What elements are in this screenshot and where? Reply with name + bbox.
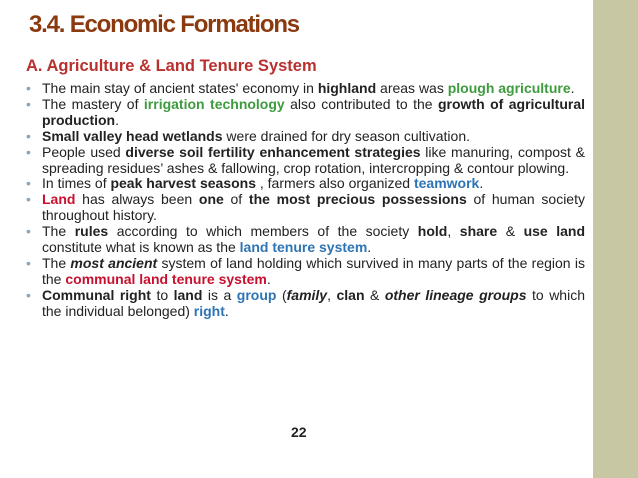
bullet-text-segment: of human society throughout history. [42,191,585,224]
bullet-text-segment: . [367,239,372,256]
bullet-text-segment: The main stay of ancient states' economy in [42,80,318,96]
bullet-text-segment: is a [202,286,237,303]
bullet-text-segment: . [570,80,575,96]
bullet-text-segment: . [115,111,119,128]
section-subtitle: A. Agriculture & Land Tenure System [26,57,317,75]
bullet-item [26,97,585,129]
bullet-text-segment: hold [417,223,448,240]
page-number: 22 [291,424,307,440]
bullet-text-segment: irrigation technology [143,95,285,112]
bullet-text-segment: right [193,302,225,319]
bullet-text-segment: Land [42,191,76,208]
bullet-text-segment: growth of agricultural production [42,95,585,128]
bullet-text-segment: were drained for dry season cultivation. [222,127,470,144]
bullet-item [26,256,585,288]
bullet-text-segment: also contributed to the [284,95,438,112]
bullet-text-segment: land [173,286,203,303]
bullet-item [26,224,585,256]
bullet-item [26,81,585,97]
bullet-text-segment: the most precious possessions [248,191,467,208]
bullet-text-segment: Small valley head wetlands [42,127,223,144]
bullet-text-segment: most ancient [70,254,158,271]
bullet-text-segment: . [479,175,484,192]
bullet-text-segment: . [266,270,271,287]
bullet-text-segment: areas was [376,80,448,96]
bullet-text-segment: land tenure system [239,239,368,256]
bullet-text-segment: one [198,191,224,208]
bullet-text-segment: peak harvest seasons [110,175,256,192]
bullet-text-segment: other lineage groups [384,286,527,303]
bullet-text-segment: of [223,191,249,208]
bullet-text-segment: constitute what is known as the [42,239,240,256]
bullet-text-segment: according to which members of the society [108,223,418,240]
bullet-text-segment: Communal right [42,286,151,303]
slide-title: 3.4. Economic Formations [29,11,299,38]
bullet-item [26,288,585,320]
bullet-text-segment: teamwork [413,175,480,192]
bullet-text-segment: , farmers also organized [256,175,414,192]
bullet-text-segment: like manuring, compost & spreading residues’ ashes & fallowing, crop rotation, intercropping & contour plowing. [42,143,586,176]
bullet-text-segment: highland [317,80,377,96]
decorative-sidebar [593,0,638,478]
bullet-item [26,129,585,145]
bullet-list [26,81,585,320]
bullet-text-segment: to [150,286,174,303]
bullet-text-segment: family [286,286,328,303]
bullet-text-segment: clan [336,286,365,303]
bullet-text-segment: to which the individual belonged) [42,286,585,319]
bullet-text-segment: The [42,223,75,240]
bullet-text-segment: use land [523,223,586,240]
bullet-item [26,192,585,224]
bullet-text-segment: diverse soil fertility enhancement strategies [125,143,421,160]
bullet-text-segment: rules [74,223,109,240]
bullet-text-segment: & [497,223,524,240]
bullet-text-segment: , [447,223,460,240]
bullet-text-segment: . [224,302,229,319]
bullet-text-segment: communal land tenure system [65,270,267,287]
bullet-text-segment: has always been [75,191,199,208]
bullet-text-segment: plough agriculture [447,80,571,96]
bullet-text-segment: ( [276,286,287,303]
bullet-text-segment: The [42,254,71,271]
bullet-text-segment: People used [42,143,126,160]
bullet-text-segment: , [327,286,337,303]
bullet-text-segment: In times of [42,175,111,192]
bullet-item [26,145,585,177]
bullet-text-segment: & [364,286,385,303]
bullet-text-segment: share [459,223,498,240]
bullet-text-segment: The mastery of [42,95,144,112]
bullet-text-segment: system of land holding which survived in many parts of the region is the [42,254,585,287]
bullet-item [26,176,585,192]
bullet-text-segment: group [236,286,277,303]
